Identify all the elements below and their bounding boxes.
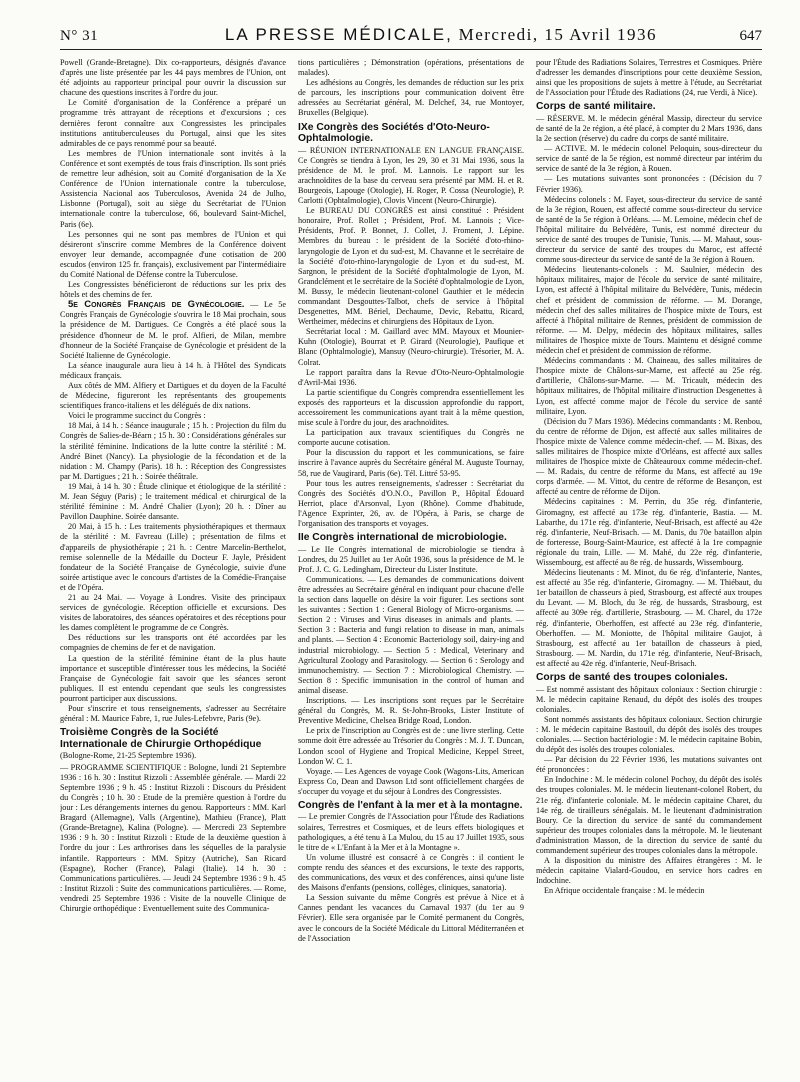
paragraph: Médecins lieutenants : M. Minot, du 6e rég. d'infanterie, Nantes, est affecté au 35e rég. d'infanterie, Giromagny. — M. Thiébaut, du 1er bataillon de chasseurs à pied, Strasbourg, est affecté aux troupes du Levant. — M. Bloch, du 3e rég. de hussards, Strasbourg, est affecté au 309e rég. d'artillerie, Strasbourg. — M. Charel, du 172e rég. d'infanterie, Oberhoffen, est affecté au 23e rég. d'infanterie, Oberhoffen. — M. Moniotte, de l'hôpital militaire Gaujot, à Strasbourg, est affecté au 1er bataillon de chasseurs à pied, Strasbourg. — M. Nardin, du 171e rég. d'infanterie, Neuf-Brisach, est affecté au 42e rég. d'infanterie, Neuf-Brisach. xyxy=(536,568,762,668)
paragraph: Voici le programme succinct du Congrès : xyxy=(68,411,206,421)
paragraph: — RÉSERVE. M. le médecin général Massip, directeur du service de santé de la 2e région, a été placé, à compter du 2 Mars 1936, dans la 2e section (réserve) du cadre du corps de santé militaire. xyxy=(536,113,762,144)
page-header xyxy=(60,0,762,50)
article-heading: IXe Congrès des Sociétés d'Oto-Neuro-Ophtalmologie. xyxy=(298,121,490,145)
paragraph: La Session suivante du même Congrès est prévue à Nice et à Cannes pendant les vacances du Carnaval 1937 (du 1er au 9 Février). Elle sera organisée par le Comité permanent du Congrès, avec le concours de la Société Médicale du Littoral Méditerranéen et de l'Association xyxy=(298,893,524,943)
paragraph: La partie scientifique du Congrès comprendra essentiellement les exposés des rapporteurs et la discussion approfondie du rapport, accessoirement les communications ayant trait à la même question, mise scule à l'ordre du jour, des arachnoïdites. xyxy=(298,387,524,428)
paragraph: Médecins lieutenants-colonels : M. Saulnier, médecin des hôpitaux militaires, major de l'école du service de santé militaire, Lyon, est affecté à l'hôpital militaire du Belvédère, Tunis, médecin chef et président de commission de réforme. — M. Dorange, médecin chef des salles militaires de l'hospice mixte de Tours, est affecté à l'hôpital militaire de Rennes, président de commission de réforme. — M. Delpy, médecin des hôpitaux militaires, salles militaires de l'hospice mixte de Tours. Maintenu et désigné comme médecin chef et président de commission de réforme. xyxy=(536,265,762,356)
paragraph: La séance inaugurale aura lieu à 14 h. à l'Hôtel des Syndicats médicaux français. xyxy=(60,360,286,380)
article-heading: Corps de santé des troupes coloniales. xyxy=(536,672,728,684)
paragraph: Le Comité d'organisation de la Conférence a préparé un programme très attrayant de réceptions et d'excursions ; ces dernières feront connaître aux Congressistes les principales institutions antituberculeuses du Portugal, ainsi que les sites admirables de ce pays renommé pour sa beauté. xyxy=(60,98,286,148)
paragraph: Secrétariat local : M. Gaillard avec MM. Mayoux et Mounier-Kuhn (Otologie), Bourrat et P. Girard (Neurologie), Paufique et Blanc (Ophtalmologie), Mansuy (Neuro-chirurgie). Trésorier, M. A. Colrat. xyxy=(298,327,524,367)
column-3 xyxy=(536,58,762,1068)
paragraph: Médecins capitaines : M. Perrin, du 35e rég. d'infanterie, Giromagny, est affecté au 173e rég. d'infanterie, Bastia. — M. Labarthe, du 171e rég. d'infanterie, Neuf-Brisach, est affecté au 42e rég. d'infanterie, Neuf-Brisach. — M. Danis, du 70e bataillon alpin de forteresse, Bourg-Saint-Maurice, est affecté à la 1re compagnie régionale du train, Lille. — M. Mahé, du 22e rég. d'infanterie, Wissembourg, est affecté au 8e rég. de hussards, Wissembourg. xyxy=(536,497,762,567)
paragraph: (Décision du 7 Mars 1936). Médecins commandants : M. Renbou, du centre de réforme de Dijon, est affecté aux salles militaires de l'hospice mixte de Valence comme médecin-chef. — M. Bixas, des salles militaires de l'hospice mixte d'Orléans, est affecté aux salles militaires de l'hospice mixte de Châteauroux comme médecin-chef. — M. Radais, du centre de réforme du Mans, est affecté au 19e corps d'armée. — M. Vittot, du centre de réforme de Besançon, est affecté au centre de réforme de Dijon. xyxy=(536,416,762,497)
paragraph: Les Congressistes bénéficieront de réductions sur les prix des hôtels et des chemins de fer. xyxy=(60,280,286,300)
paragraph: — Le 5e Congrès Français de Gynécologie s'ouvrira le 18 Mai prochain, sous la présidence de M. Dartigues. Ce Congrès a été placé sous la présidence d'honneur de M. le prof. Alfieri, de Milan, membre d'honneur de la Société Française de Gynécologie et président de la Société Italienne de Gynécologie. xyxy=(60,300,286,360)
paragraph: Aux côtés de MM. Alfiery et Dartigues et du doyen de la Faculté de Médecine, figureront les représentants des groupements scientifiques franco-italiens et les délégués de dix nations. xyxy=(60,381,286,411)
journal-title xyxy=(180,25,702,45)
paragraph: — RÉUNION INTERNATIONALE EN LANGUE FRANÇAISE. Ce Congrès se tiendra à Lyon, les 29, 30 et 31 Mai 1936, sous la présidence de M. le prof. M. Lannois. Le rapport sur les arachnoïdites de la base du cerveau sera présenté par MM. H. et R. Bourgeois, Lapouge (Otologie), H. Roger, P. Cossa (Neurologie), P. Carlotti (Ophtalmologie), Clovis Vincent (Neuro-Chirurgie). xyxy=(298,145,524,206)
paragraph: Pour la discussion du rapport et les communications, se faire inscrire à l'avance auprès du Secrétaire général M. Auguste Tournay, 58, rue de Vaugirard, Paris (6e). Tél. Littré 53-95. xyxy=(298,448,524,478)
paragraph: tions particulières ; Démonstration (opérations, présentations de malades). xyxy=(298,58,524,78)
paragraph: En Indochine : M. le médecin colonel Pochoy, du dépôt des isolés des troupes coloniales. M. le médecin lieutenant-colonel Robert, du 21e rég. d'infanterie coloniale. M. le médecin capitaine Charet, du 14e rég. de tirailleurs sénégalais. M. le lieutenant d'administration Boury. Ce la direction du service de santé du commandement supérieur des troupes coloniales dans la métropole. M. le lieutenant d'administration Masson, de la direction du service de santé du commandement supérieur des troupes coloniales dans la métropole. xyxy=(536,775,762,856)
paragraph: Médecins colonels : M. Fayet, sous-directeur du service de santé de la 3e région, Rouen, est affecté comme sous-directeur du service de santé de la 5e région à Orléans. — M. Lemoine, médecin chef de l'hôpital militaire du Belvédère, Tunis, est nommé directeur du service de santé des troupes de Tunisie, Tunis. — M. Mahaut, sous-directeur du service de santé des troupes du Maroc, est affecté comme sous-directeur du service de santé de la 3e région à Rouen. xyxy=(536,194,762,265)
paragraph: Les adhésions au Congrès, les demandes de réduction sur les prix de parcours, les inscriptions pour communication doivent être adressées au Secrétariat général, M. Delchef, 34, rue Montoyer, Bruxelles (Belgique). xyxy=(298,78,524,118)
column-2 xyxy=(298,58,524,1068)
article-heading: 5e Congrès Français de Gynécologie. xyxy=(68,299,245,311)
paragraph: Un volume illustré est consacré à ce Congrès : il contient le compte rendu des séances et des excursions, le texte des rapports, des communications, des vœux et des conférences, ainsi qu'une liste des Maisons d'enfants (pensions, collèges, cliniques, sanatoria). xyxy=(298,852,524,893)
page-number: 647 xyxy=(739,28,762,44)
heading-subtitle: (Bologne-Rome, 21-25 Septembre 1936). xyxy=(60,751,197,761)
paragraph: Le BUREAU DU CONGRÈS est ainsi constitué : Président honoraire, Prof. Rollet ; Président, Prof. M. Lannois ; Vice-Présidents, Prof. P. Bonnet, J. Collet, J. Froment, J. Lépine. Membres du bureau : le président de la Société d'oto-rhino-laryngologie de Lyon et du sud-est, M. Chavanne et le secrétaire de la Société d'oto-rhino-laryngologie de Lyon et du sud-est, M. Sargnon, le président de la Société d'ophtalmologie de Lyon, M. Grandclément et le secrétaire de la Société d'ophtalmologie de Lyon, M. Bussy, le médecin lieutenant-colonel Gauthier et le médecin commandant Desgouttes-Talbot, chefs de service à l'hôpital Desgenettes, MM. Bériel, Dechaume, Devic, Rebattu, Ricard, Wertheimer, médecins et chirurgiens des Hôpitaux de Lyon. xyxy=(298,206,524,327)
paragraph: 19 Mai, à 14 h. 30 : Étude clinique et étiologique de la stérilité : M. Jean Séguy (Paris) ; le traitement médical et chirurgical de la stérilité féminine : M. André Chalier (Lyon); 20 h. : Dîner au Pavillon Dauphine. Soirée dansante. xyxy=(60,481,286,522)
paragraph: Sont nommés assistants des hôpitaux coloniaux. Section chirurgie : M. le médecin capitaine Bastouil, du dépôt des isolés des troupes coloniales. — Section bactériologie : M. le médecin capitaine Bobin, du dépôt des isolés des troupes coloniales. xyxy=(536,714,762,755)
paragraph: Powell (Grande-Bretagne). Dix co-rapporteurs, désignés d'avance d'après une liste présentée par les 44 pays membres de l'Union, ont été adjoints au rapporteur principal pour ouvrir la discussion sur chacune des questions inscrites à l'ordre du jour. xyxy=(60,58,286,98)
paragraph: La participation aux travaux scientifiques du Congrès ne comporte aucune cotisation. xyxy=(298,428,524,448)
text-columns xyxy=(60,58,762,1068)
paragraph: Le prix de l'inscription au Congrès est de : une livre sterling. Cette somme doit être adressée au Trésorier du Congrès : M. J. T. Duncan, London scool of Hygiene and Tropical Medicine, Keppel Street, London W. C. 1. xyxy=(298,726,524,766)
journal-name: LA PRESSE MÉDICALE, xyxy=(224,25,453,44)
column-1 xyxy=(60,58,286,1068)
paragraph: — Par décision du 22 Février 1936, les mutations suivantes ont été prononcées : xyxy=(536,755,762,775)
issue-number: N° 31 xyxy=(60,28,99,44)
paragraph: Pour s'inscrire et tous renseignements, s'adresser au Secrétaire général : M. Maurice Fabre, 1, rue Jules-Lefebvre, Paris (9e). xyxy=(60,704,286,724)
issue-date: Mercredi, 15 Avril 1936 xyxy=(458,25,658,44)
paragraph: Voyage. — Les Agences de voyage Cook (Wagons-Lits, American Express Co, Dean and Dawson Ltd sont officiellement chargées de s'occuper du voyage et du séjour à Londres des Congressistes. xyxy=(298,766,524,796)
article-heading: Congrès de l'enfant à la mer et à la montagne. xyxy=(298,799,523,811)
article-heading: IIe Congrès international de microbiologie. xyxy=(298,532,507,544)
paragraph: 21 au 24 Mai. — Voyage à Londres. Visite des principaux services de gynécologie. Réception officielle et excursions. Des visites de laboratoires, des séances opératoires et des réceptions pour les dames complètent le programme de ce Congrès. xyxy=(60,592,286,633)
paragraph: Les personnes qui ne sont pas membres de l'Union et qui désireront s'inscrire comme Membres de la Conférence doivent envoyer leur demande, accompagnée d'une cotisation de 200 escudos (environ 125 fr. français), exclusivement par l'intermédiaire du Comité National de Défense contre la Tuberculose. xyxy=(60,229,286,279)
paragraph: Pour tous les autres renseignements, s'adresser : Secrétariat du Congrès des Sociétés d'O.N.O., Pavillon P., Hôpital Édouard Herriot, place d'Arsonval, Lyon (Rhône). Comme d'habitude, l'Agence Exprinter, 26, av. de l'Opéra, à Paris, se charge de l'organisation des transports et voyages. xyxy=(298,478,524,529)
paragraph: — PROGRAMME SCIENTIFIQUE : Bologne, lundi 21 Septembre 1936 : 16 h. 30 : Institut Rizzoli : Assemblée générale. — Mardi 22 Septembre 1936 ; 9 h. 45 : Institut Rizzoli : Discours du Président du Congrès ; 10 h. 30 : Etude de la première question à l'ordre du jour : Les dérangements internes du genou. Rapporteurs : MM. Karl Bragard (Allemagne), Valls (Argentine), Mathieu (France), Platt (Grande-Bretagne), Kalina (Pologne). — Mercredi 23 Septembre 1936 : 9 h. 30 : Institut Rizzoli : Etude de la deuxième question à l'ordre du jour : Les arthrorises dans les séquelles de la paralysie infantile. Rapporteurs : MM. Spitzy (Autriche), San Ricard (Espagne), Rocher (France), Palagi (Italie). 14 h. 30 : Communications particulières. — Jeudi 24 Septembre 1936 : 9 h. 45 : Institut Rizzoli : Suite des communications particulières. — Rome, vendredi 25 Septembre 1936 : Visite de la nouvelle Clinique de Chirurgie orthopédique : Eventuellement suite des Communica- xyxy=(60,762,286,913)
paragraph: — Est nommé assistant des hôpitaux coloniaux : Section chirurgie : M. le médecin capitaine Renaud, du dépôt des isolés des troupes coloniales. xyxy=(536,684,762,714)
paragraph: Le rapport paraîtra dans la Revue d'Oto-Neuro-Ophtalmologie d'Avril-Mai 1936. xyxy=(298,367,524,387)
paragraph: — Le IIe Congrès international de microbiologie se tiendra à Londres, du 25 Juillet au 1er Août 1936, sous la présidence de M. le Prof. J. C. G. Ledingham, Directeur du Lister Institute. xyxy=(298,544,524,574)
paragraph: Des réductions sur les transports ont été accordées par les compagnies de chemins de fer et de navigation. xyxy=(60,633,286,653)
paragraph: — ACTIVE. M. le médecin colonel Peloquin, sous-directeur du service de santé de la 5e région, est nommé directeur par intérim du service de santé de la 3e région, à Rouen. xyxy=(536,144,762,174)
paragraph: 20 Mai, à 15 h. : Les traitements physiothérapiques et thermaux de la stérilité : M. Favreau (Lille) ; présentation de films et d'appareils de physiothérapie ; 21 h. : Centre Marcelin-Berthelot, remise solennelle de la Médaille du Docteur F. Jayle, Président fondateur de la Société Française de Gynécologie, suivie d'une soirée artistique avec le concours d'artistes de la Comédie-Française et de l'Opéra. xyxy=(60,522,286,592)
article-heading xyxy=(60,727,286,762)
paragraph: En Afrique occidentale française : M. le médecin xyxy=(544,886,705,896)
paragraph: 18 Mai, à 14 h. : Séance inaugurale ; 15 h. : Projection du film du Congrès de Salies-de-Béarn ; 15 h. 30 : Considérations générales sur la stérilité féminine. Indications de la lutte contre la stérilité : M. André Binet (Nancy). La physiologie de la fécondation et de la nidation : M. Champy (Paris). 18 h. : Réception des Congressistes par M. Dartigues ; 21 h. : Soirée théâtrale. xyxy=(60,421,286,481)
paragraph: A la disposition du ministre des Affaires étrangères : M. le médecin capitaine Vialard-Goudou, en service hors cadres en Indochine. xyxy=(536,856,762,886)
paragraph: La question de la stérilité féminine étant de la plus haute importance et susceptible d'intéresser tous les médecins, la Société Française de Gynécologie fait savoir que les séances seront publiques. Il est entendu cependant que seuls les congressistes pourront participer aux discussions. xyxy=(60,653,286,703)
paragraph: Communications. — Les demandes de communications doivent être adressées au Secrétaire général en indiquant pour chacune d'elle la section dans laquelle on désire la voir figurer. Les sections sont les suivantes : Section 1 : General Biology of Micro-organisms. — Section 2 : Viruses and Virus diseases in animals and plants. — Section 3 : Bacteria and fungi relation to disease in man, animals and plants. — Section 4 : Economic Bacteriology soil, dairy-ing and industrial microbiology. — Section 5 : Medical, Veterinary and Agricultural Zoology and Parasitology. — Section 6 : Serology and immunochemistry. — Section 7 : Microbiological Chemistry. — Section 8 : Specific immunisation in the control of human and animal disease. xyxy=(298,574,524,695)
article-gynecologie xyxy=(60,300,286,361)
paragraph: Inscriptions. — Les inscriptions sont reçues par le Secrétaire général du Congrès, M. R. St-John-Brooks, Lister Institute of Preventive Medicine, Chelsea Bridge Road, London. xyxy=(298,696,524,726)
paragraph: Les membres de l'Union internationale sont invités à la Conférence et sont exemptés de tous frais d'inscription. Ils sont priés de remettre leur adhésion, soit au Comité d'organisation de la Xe Conférence de l'Union internationale contre la tuberculose, Assistencia Nacional aos Tuberculosos, Avenida 24 de Julho, Lisbonne (Portugal), soit au siège du Secrétariat de l'Union internationale contre la tuberculose, 66, boulevard Saint-Michel, Paris (6e). xyxy=(60,148,286,229)
heading-text: Troisième Congrès de la Société Internationale de Chirurgie Orthopédique xyxy=(60,727,262,750)
paragraph: Médecins commandants : M. Chaineau, des salles militaires de l'hospice mixte de Châlons-sur-Marne, est affecté au 25e rég. d'artillerie, Châlons-sur-Marne. — M. Tricault, médecin des hôpitaux militaires, de l'hôpital militaire d'instruction Desgenettes à Lyon, est affecté comme major de l'école du service de santé militaire, Lyon. xyxy=(536,356,762,416)
paragraph: pour l'Étude des Radiations Solaires, Terrestres et Cosmiques. Prière d'adresser les demandes d'inscriptions pour cette deuxième Session, ainsi que les propositions de sujets à mettre à l'étude, au Secrétariat de l'Association pour l'Étude des Radiations (24, rue Verdi, à Nice). xyxy=(536,58,762,98)
article-heading: Corps de santé militaire. xyxy=(536,101,656,113)
paragraph: — Les mutations suivantes sont prononcées : (Décision du 7 Février 1936). xyxy=(536,174,762,194)
paragraph: — Le premier Congrès de l'Association pour l'Étude des Radiations solaires, Terrestres et Cosmiques, et de leurs effets biologiques et pathologiques, a été tenu à La Mulou, du 15 au 17 Juillet 1935, sous le titre de « L'Enfant à la Mer et à la Montagne ». xyxy=(298,812,524,852)
